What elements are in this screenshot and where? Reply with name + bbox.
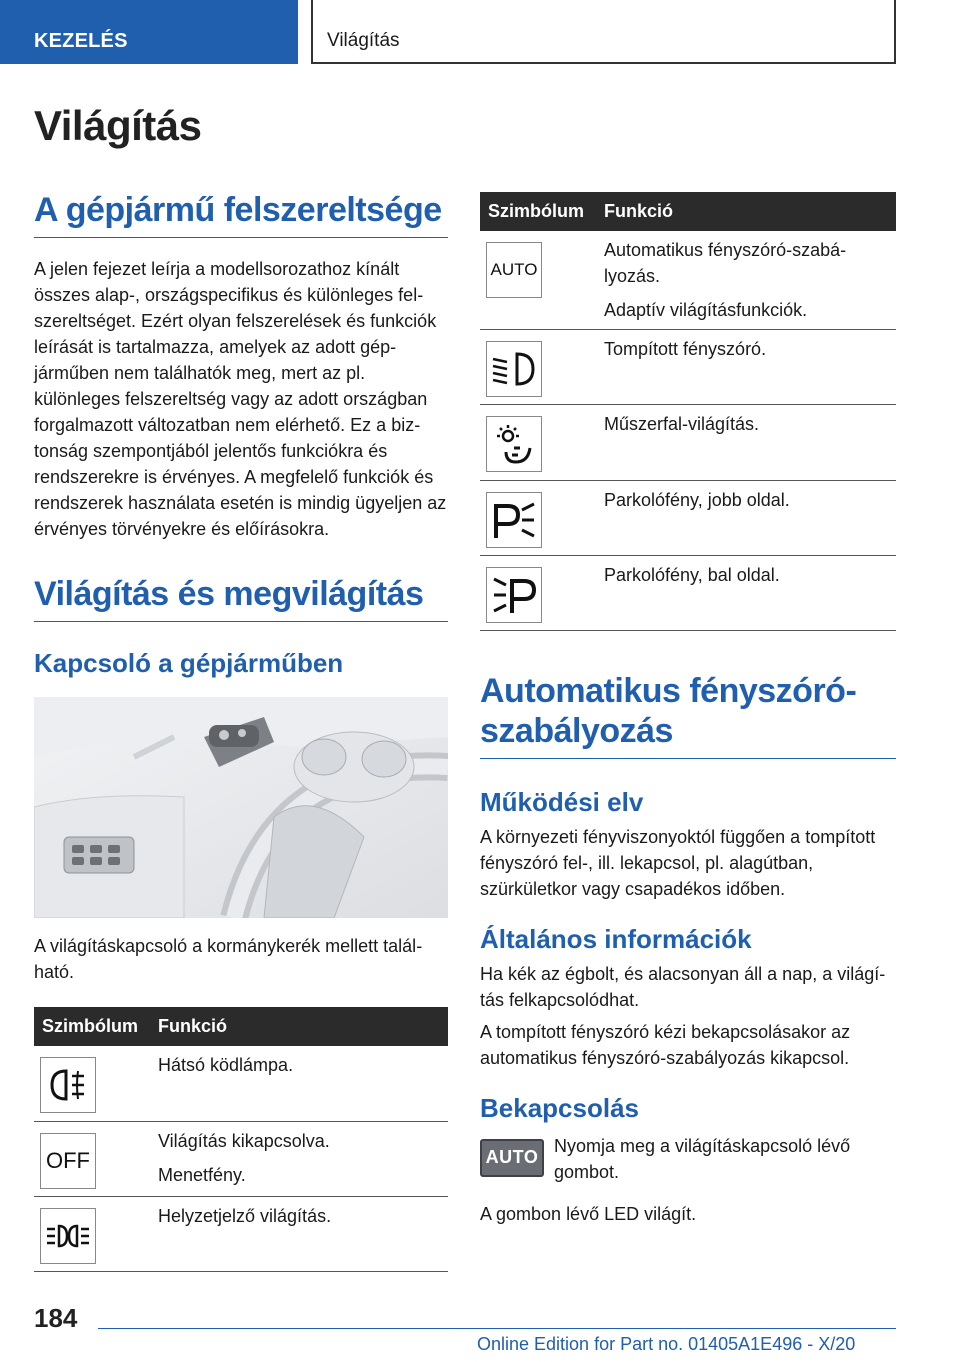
function-text: Adaptív világításfunkciók. xyxy=(604,300,808,320)
led-note: A gombon lévő LED világít. xyxy=(480,1203,697,1224)
principle-heading: Működési elv xyxy=(480,787,644,818)
table-row xyxy=(34,1122,448,1197)
switch-heading: Kapcsoló a gépjárműben xyxy=(34,647,344,678)
page-title: Világítás xyxy=(34,102,202,149)
switch-on-instruction: Nyomja meg a világításkapcsoló lévő gombot. xyxy=(554,1135,851,1182)
instrument-lighting-icon xyxy=(486,416,542,472)
photo-caption: A világításkapcsoló a kormánykerék mellett található. xyxy=(34,935,423,982)
table-row xyxy=(480,480,896,555)
table-row xyxy=(34,1197,448,1272)
right-column xyxy=(480,190,896,1227)
breadcrumb: Világítás xyxy=(311,0,896,64)
section-tab: KEZELÉS xyxy=(0,0,298,64)
table-row xyxy=(480,555,896,630)
table-row xyxy=(480,329,896,404)
function-text: Parkolófény, jobb oldal. xyxy=(604,489,790,510)
switch-on-instruction-row xyxy=(480,1133,896,1185)
table-row xyxy=(480,231,896,329)
equipment-heading: A gépjármű felszereltsége xyxy=(34,190,448,238)
col-symbol-header: Szimbólum xyxy=(34,1007,154,1046)
principle-body: A környezeti fényviszonyoktól függően a tompított fényszóró fel-, ill. lekapcsol, pl. alagútban, szürkületkor vagy csapadékos időben. xyxy=(480,827,876,900)
parking-light-left-icon xyxy=(486,567,542,623)
function-text: Tompított fényszóró. xyxy=(604,338,767,359)
rear-fog-lamp-icon xyxy=(40,1057,96,1113)
function-text: Menetfény. xyxy=(158,1165,246,1186)
equipment-body: A jelen fejezet leírja a modellsorozathoz kínált összes alap-, országspecifikus és különleges felszereltséget. Ezért olyan felszerelések és funkciók leírását is tartalmazza, amelyek az adott gépjárműben nem találhatók meg, mert az pl. különleges felszereltség vagy az adott országban forgalmazott változatban nem elérhető. Ez a biztonság szempontjából jelentős funkciókra és rendszerekre is érvényes. A megfelelő funkciók és rendszerek használata esetén is mindig ügyeljen az érvényes törvényekre és előírásokra. xyxy=(34,258,447,539)
function-text: Világítás kikapcsolva. xyxy=(158,1131,330,1152)
function-text: Műszerfal-világítás. xyxy=(604,413,760,434)
auto-headlight-heading: Automatikus fényszóró-szabályozás xyxy=(480,671,896,760)
position-lights-icon xyxy=(40,1208,96,1264)
switch-on-heading: Bekapcsolás xyxy=(480,1093,639,1124)
auto-icon: AUTO xyxy=(486,242,542,298)
function-text: Automatikus fényszóró-szabályozás. xyxy=(604,240,847,286)
function-text: Helyzetjelző világítás. xyxy=(158,1206,332,1227)
auto-button-icon: AUTO xyxy=(480,1139,544,1177)
off-icon: OFF xyxy=(40,1133,96,1189)
general-body-2: A tompított fényszóró kézi bekapcsolásakor az automatikus fényszóró-szabályozás kikapcsol. xyxy=(480,1022,851,1069)
table-row xyxy=(34,1046,448,1122)
function-text: Parkolófény, bal oldal. xyxy=(604,564,780,585)
general-heading: Általános információk xyxy=(480,924,752,955)
lighting-heading: Világítás és megvilágítás xyxy=(34,574,448,622)
page-number: 184 xyxy=(34,1303,78,1333)
left-column xyxy=(34,190,448,1272)
steering-wheel-photo xyxy=(34,697,448,923)
footer-rule xyxy=(98,1328,896,1329)
col-symbol-header: Szimbólum xyxy=(480,192,600,231)
right-symbol-table xyxy=(480,192,896,631)
low-beam-icon xyxy=(486,341,542,397)
col-function-header: Funkció xyxy=(600,192,896,231)
footer-edition: Online Edition for Part no. 01405A1E496 - X/20 xyxy=(477,1334,856,1354)
general-body-1: Ha kék az égbolt, és alacsonyan áll a nap, a világítás felkapcsolódhat. xyxy=(480,964,886,1011)
table-row xyxy=(480,404,896,480)
left-symbol-table xyxy=(34,1007,448,1273)
function-text: Hátsó ködlámpa. xyxy=(158,1054,294,1075)
col-function-header: Funkció xyxy=(154,1007,448,1046)
parking-light-right-icon xyxy=(486,492,542,548)
